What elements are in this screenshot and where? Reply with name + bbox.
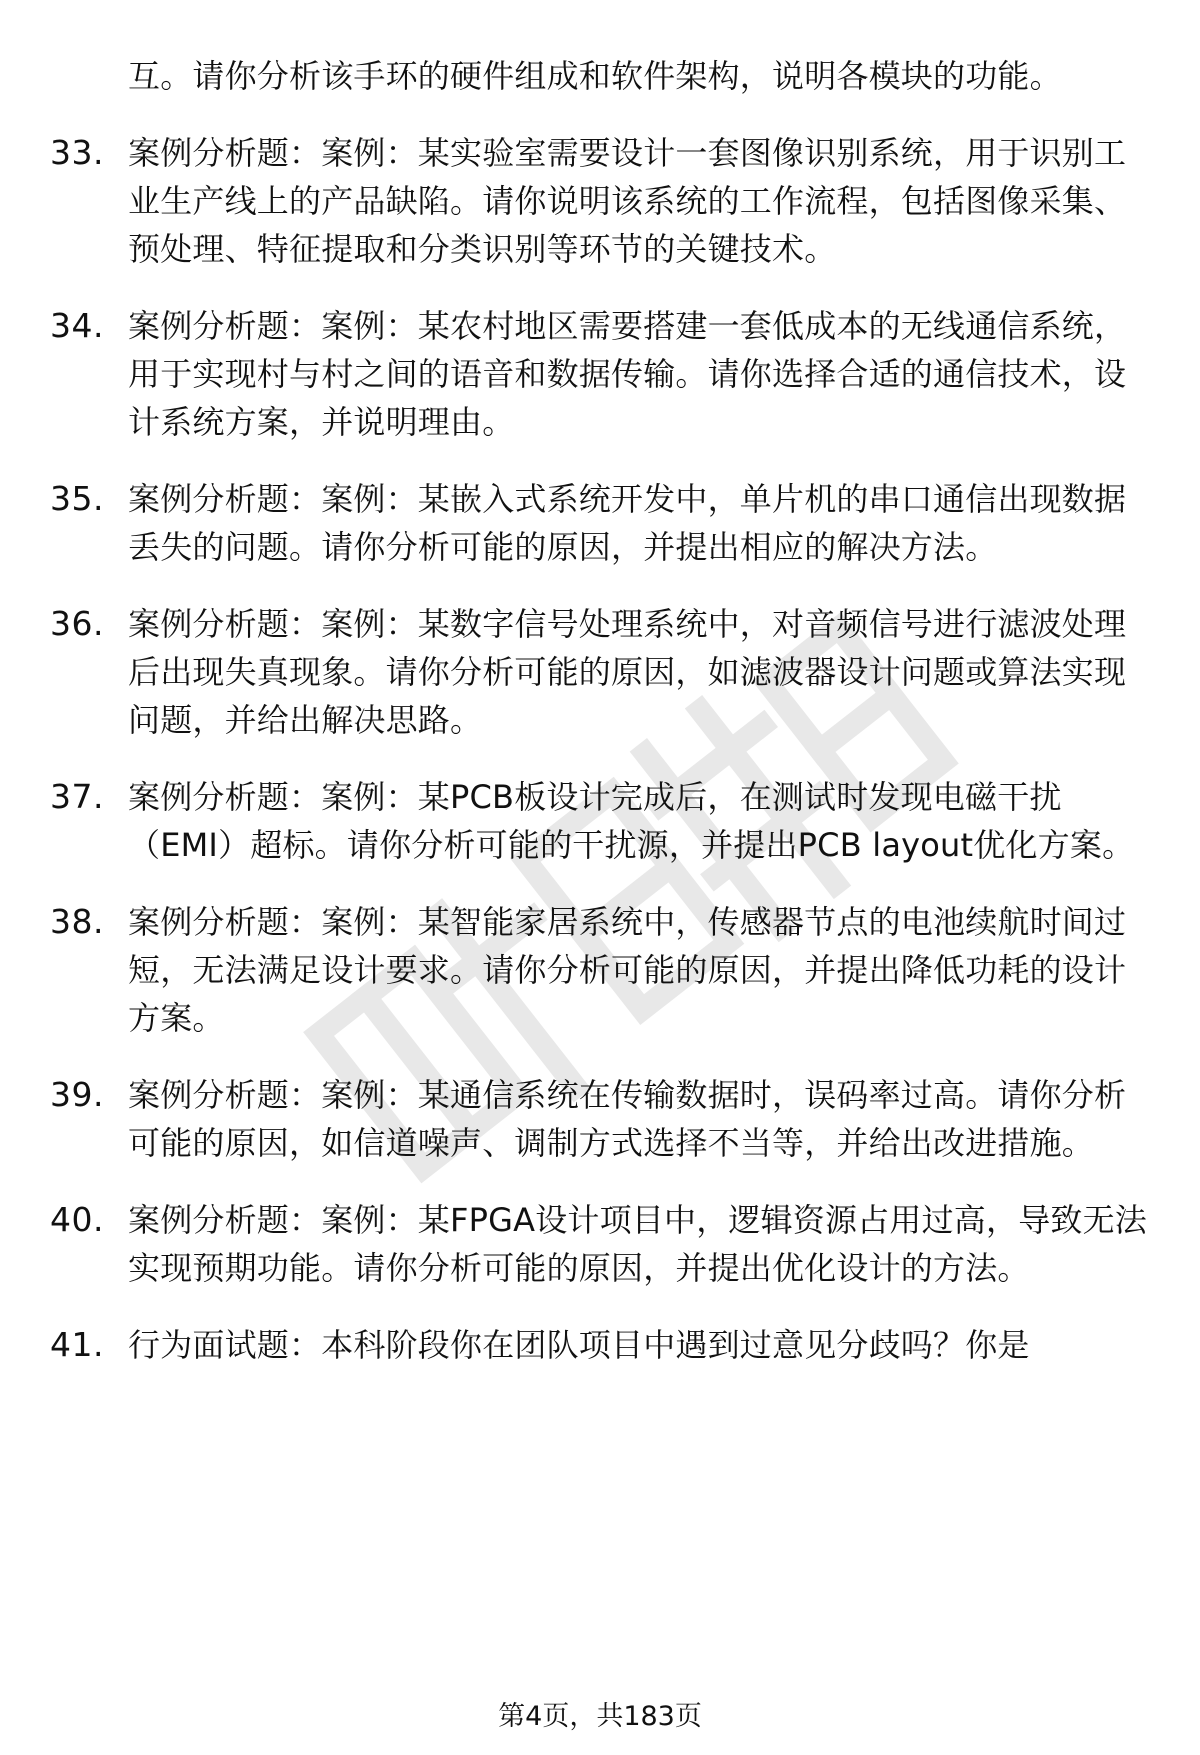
question-list (0, 52, 1200, 1398)
question-text: 案例分析题：案例：某实验室需要设计一套图像识别系统，用于识别工业生产线上的产品缺陷。请你说明该系统的工作流程，包括图像采集、预处理、特征提取和分类识别等环节的关键技术。 (128, 134, 1127, 268)
question-number: 39. (50, 1075, 104, 1114)
question-text: 互。请你分析该手环的硬件组成和软件架构，说明各模块的功能。 (128, 57, 1062, 95)
question-38 (0, 898, 1200, 1042)
question-text: 案例分析题：案例：某通信系统在传输数据时，误码率过高。请你分析可能的原因，如信道噪声、调制方式选择不当等，并给出改进措施。 (128, 1076, 1127, 1162)
question-33 (0, 129, 1200, 273)
question-text: 行为面试题：本科阶段你在团队项目中遇到过意见分歧吗？你是 (128, 1326, 1030, 1364)
question-41 (0, 1321, 1200, 1369)
question-34 (0, 302, 1200, 446)
question-number: 34. (50, 306, 104, 345)
question-number: 41. (50, 1325, 104, 1364)
question-text: 案例分析题：案例：某数字信号处理系统中，对音频信号进行滤波处理后出现失真现象。请你分析可能的原因，如滤波器设计问题或算法实现问题，并给出解决思路。 (128, 605, 1127, 739)
question-36 (0, 600, 1200, 744)
question-text: 案例分析题：案例：某嵌入式系统开发中，单片机的串口通信出现数据丢失的问题。请你分析可能的原因，并提出相应的解决方法。 (128, 480, 1127, 566)
page-footer: 第4页，共183页 (498, 1701, 702, 1732)
question-number: 37. (50, 777, 104, 816)
question-37 (0, 773, 1200, 869)
question-number: 40. (50, 1200, 104, 1239)
question-35 (0, 475, 1200, 571)
question-number: 35. (50, 479, 104, 518)
question-40 (0, 1196, 1200, 1292)
question-text: 案例分析题：案例：某智能家居系统中，传感器节点的电池续航时间过短，无法满足设计要求。请你分析可能的原因，并提出降低功耗的设计方案。 (128, 903, 1127, 1037)
question-number: 33. (50, 133, 104, 172)
question-39 (0, 1071, 1200, 1167)
question-number: 38. (50, 902, 104, 941)
question-text: 案例分析题：案例：某FPGA设计项目中，逻辑资源占用过高，导致无法实现预期功能。请你分析可能的原因，并提出优化设计的方法。 (128, 1201, 1147, 1287)
question-text: 案例分析题：案例：某农村地区需要搭建一套低成本的无线通信系统，用于实现村与村之间的语音和数据传输。请你选择合适的通信技术，设计系统方案，并说明理由。 (128, 307, 1127, 441)
question-number: 36. (50, 604, 104, 643)
question-text: 案例分析题：案例：某PCB板设计完成后，在测试时发现电磁干扰（EMI）超标。请你分析可能的干扰源，并提出PCB layout优化方案。 (128, 778, 1135, 864)
question-32-continuation (0, 52, 1200, 100)
